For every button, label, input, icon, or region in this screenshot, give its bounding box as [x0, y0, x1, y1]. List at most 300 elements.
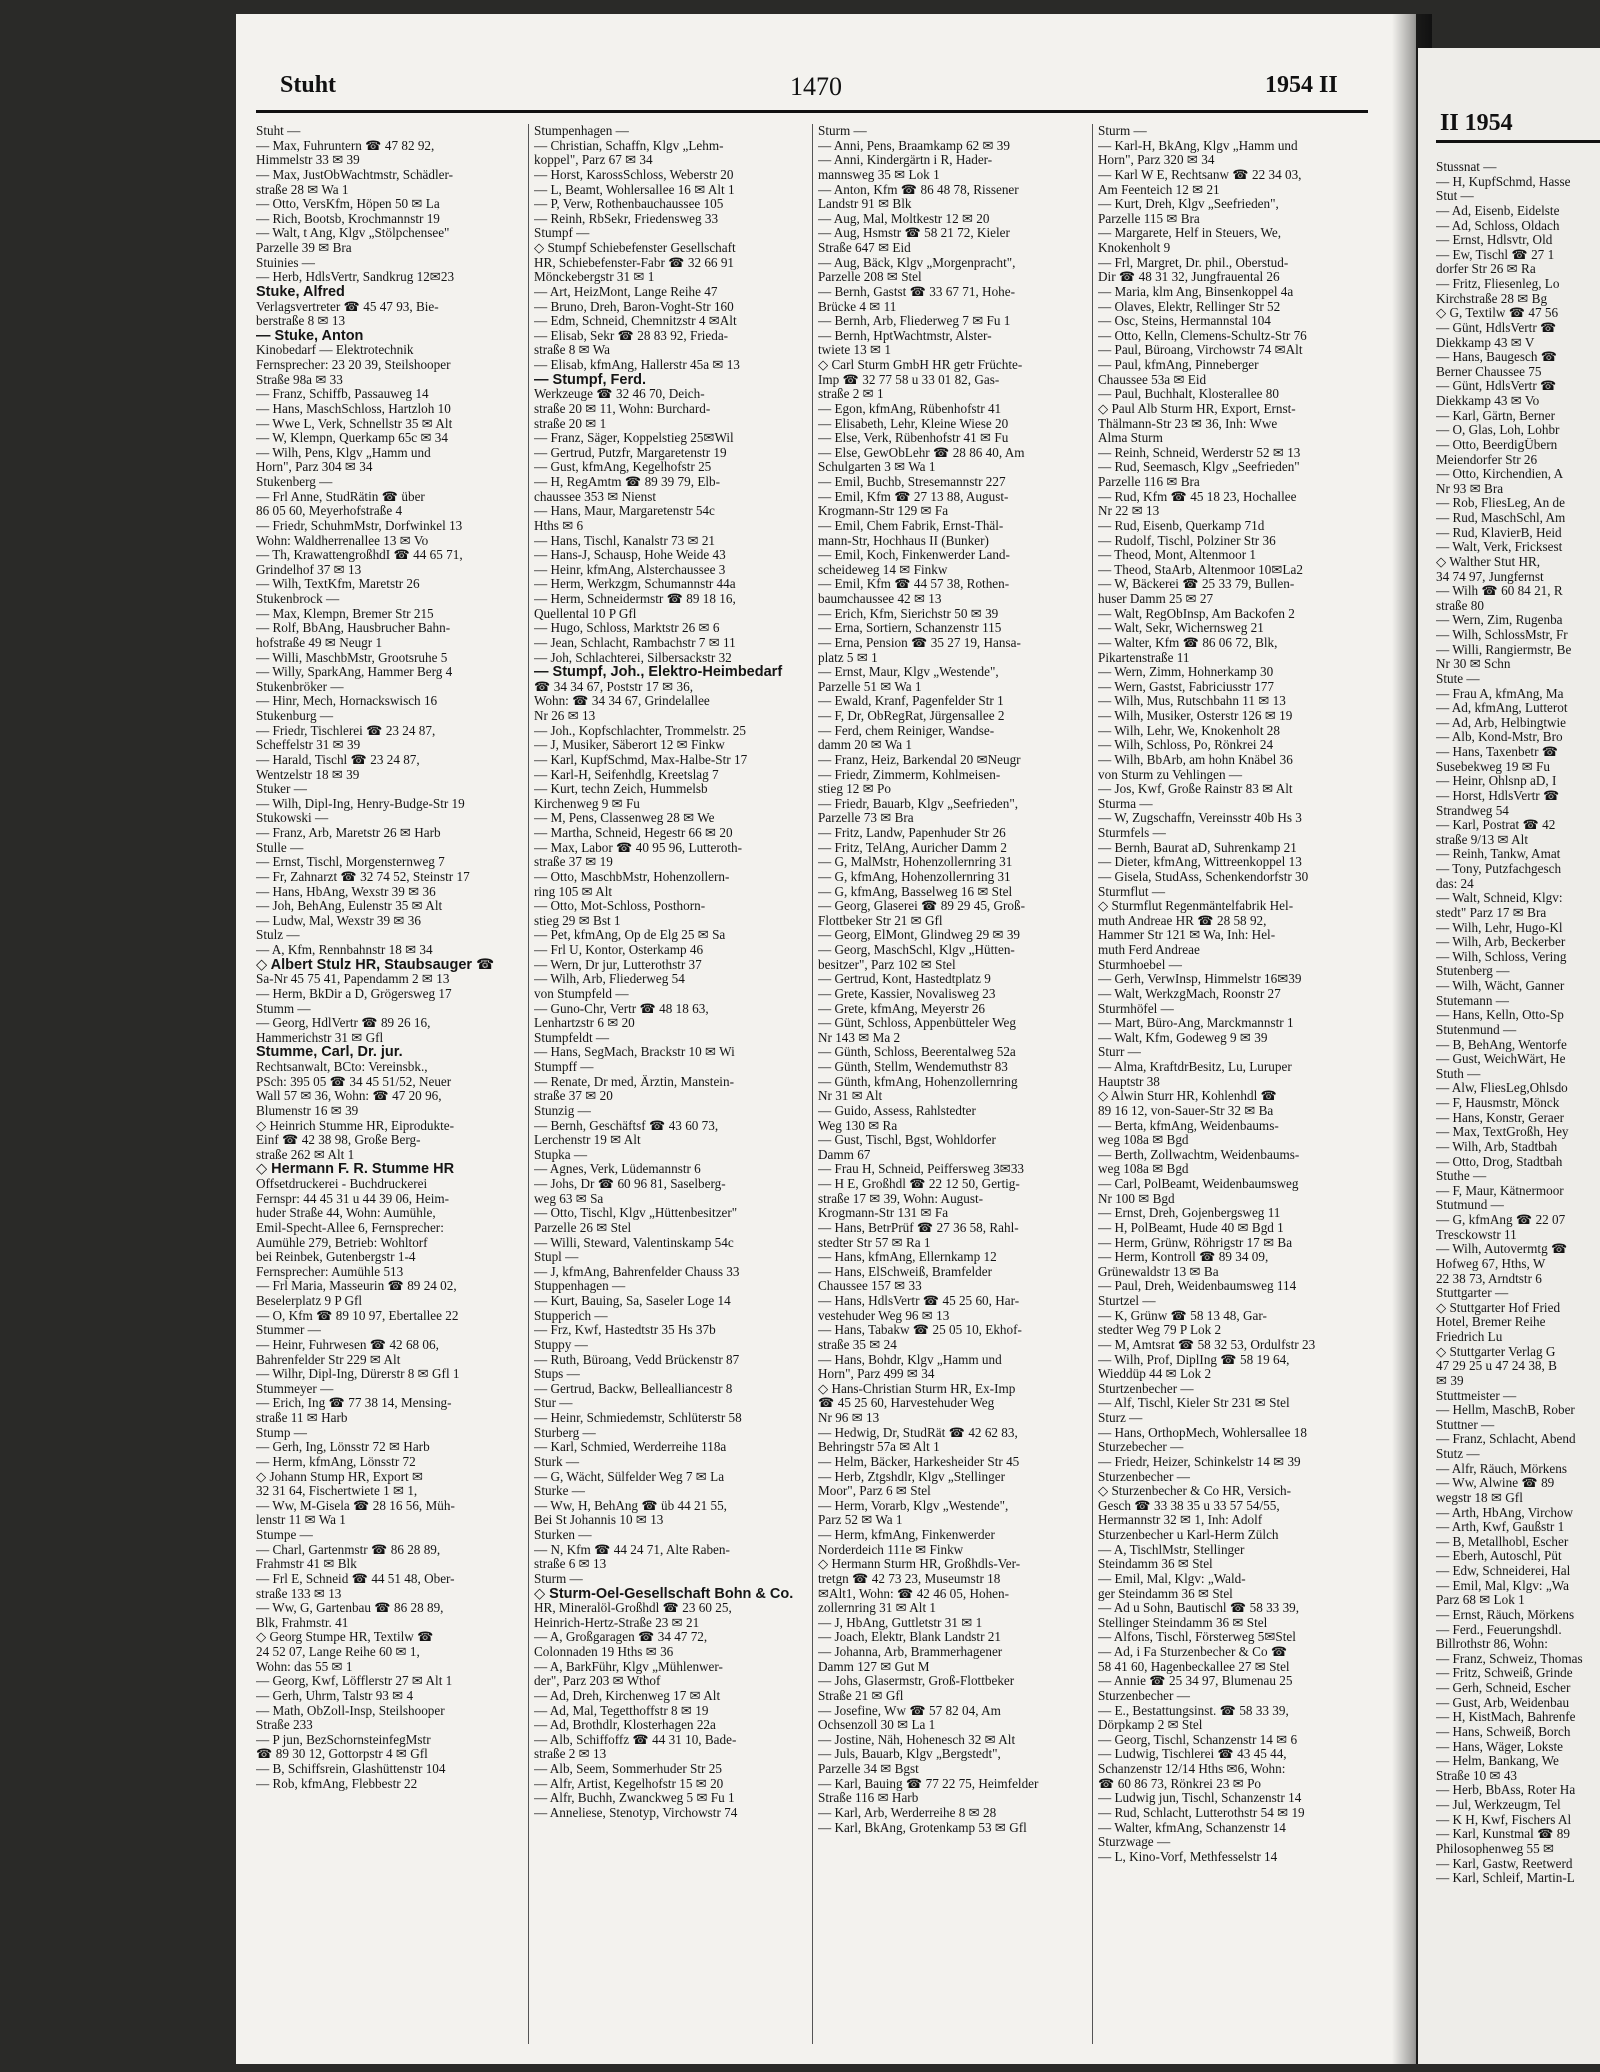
- directory-entry: — Walt, Schneid, Klgv:: [1436, 891, 1563, 906]
- directory-entry: — Günth, Schloss, Beerentalweg 52a: [818, 1045, 1016, 1060]
- directory-entry: Nr 143 ✉ Ma 2: [818, 1030, 901, 1045]
- directory-entry: — Wern, Dr jur, Lutterothstr 37: [534, 957, 702, 972]
- directory-entry: — Reinh, Schneid, Werderstr 52 ✉ 13: [1098, 445, 1301, 460]
- directory-entry: — Wwe L, Verk, Schnellstr 35 ✉ Alt: [256, 416, 453, 431]
- directory-entry: Gesch ☎ 33 38 35 u 33 57 54/55,: [1098, 1498, 1280, 1513]
- directory-entry: — E., Bestattungsinst. ☎ 58 33 39,: [1098, 1703, 1289, 1718]
- directory-entry: — Hugo, Schloss, Marktstr 26 ✉ 6: [534, 621, 720, 636]
- directory-entry: Stulle —: [256, 840, 304, 855]
- directory-entry: — Gertrud, Putzfr, Margaretenstr 19: [534, 445, 727, 460]
- directory-entry: Sturzwage —: [1098, 1835, 1171, 1850]
- directory-entry: Parzelle 34 ✉ Bgst: [818, 1762, 919, 1776]
- directory-entry: — Anneliese, Stenotyp, Virchowstr 74: [534, 1805, 738, 1820]
- directory-entry: — Agnes, Verk, Lüdemannstr 6: [534, 1162, 701, 1177]
- directory-entry: — Elisab, kfmAng, Hallerstr 45a ✉ 13: [534, 358, 740, 372]
- directory-entry: — Aug, Hsmstr ☎ 58 21 72, Kieler: [818, 226, 1010, 241]
- directory-entry: — Jean, Schlacht, Rambachstr 7 ✉ 11: [534, 635, 736, 650]
- directory-entry: muth Ferd Andreae: [1098, 943, 1200, 957]
- directory-entry: straße 28 ✉ Wa 1: [256, 182, 349, 197]
- directory-entry: — Herb, Ztgshdlr, Klgv „Stellinger: [818, 1469, 1005, 1484]
- directory-entry: — Willy, SparkAng, Hammer Berg 4: [256, 665, 453, 680]
- directory-entry: Sturzenbecher —: [1098, 1469, 1190, 1484]
- directory-entry: ring 105 ✉ Alt: [534, 884, 613, 899]
- directory-entry: — F, Maur, Kätnermoor: [1436, 1183, 1564, 1198]
- directory-entry: Behringstr 57a ✉ Alt 1: [818, 1440, 940, 1455]
- directory-entry: berstraße 8 ✉ 13: [256, 314, 346, 329]
- directory-entry: — Gertrud, Backw, Bellealliancestr 8: [534, 1381, 733, 1396]
- directory-entry: ◇ G, Textilw ☎ 47 56: [1436, 306, 1559, 321]
- directory-entry: — K, Grünw ☎ 58 13 48, Gar-: [1098, 1308, 1267, 1323]
- directory-entry: ☎ 89 30 12, Gottorpstr 4 ✉ Gfl: [256, 1747, 428, 1762]
- directory-entry: — Alfons, Tischl, Försterweg 5✉Stel: [1098, 1630, 1296, 1645]
- directory-entry: — Wilh, Wächt, Ganner: [1436, 979, 1565, 993]
- directory-entry: weg 108a ✉ Bgd: [1098, 1133, 1189, 1148]
- directory-entry: — Theod, StaArb, Altenmoor 10✉La2: [1098, 562, 1303, 577]
- directory-entry: — Johanna, Arb, Brammerhagener: [818, 1645, 1003, 1659]
- directory-entry: baumchaussee 42 ✉ 13: [818, 592, 942, 606]
- directory-entry: straße 2 ✉ 13: [534, 1747, 607, 1762]
- directory-entry: — Margarete, Helf in Steuers, We,: [1098, 226, 1282, 241]
- directory-entry: — Joh., Kopfschlachter, Trommelstr. 25: [534, 723, 746, 738]
- directory-entry: ◇ Hermann Sturm HR, Großhdls-Ver-: [818, 1557, 1021, 1572]
- directory-entry: — Friedr, SchuhmMstr, Dorfwinkel 13: [256, 518, 463, 533]
- directory-entry: — Erna, Sortiern, Schanzenstr 115: [818, 621, 1002, 636]
- directory-entry: Damm 127 ✉ Gut M: [818, 1659, 930, 1674]
- directory-entry: — Otto, Kirchendien, A: [1436, 467, 1564, 482]
- directory-entry: — Hedwig, Dr, StudRät ☎ 42 62 83,: [818, 1425, 1018, 1440]
- directory-entry: Grindelhof 37 ✉ 13: [256, 562, 362, 577]
- directory-entry: Sturtzenbecher —: [1098, 1381, 1194, 1396]
- directory-entry: — Wilh, Lehr, We, Knokenholt 28: [1098, 723, 1280, 738]
- directory-entry: — Alb, Kond-Mstr, Bro: [1436, 730, 1563, 745]
- directory-entry: Nr 22 ✉ 13: [1098, 504, 1160, 519]
- directory-entry: — Herm, Vorarb, Klgv „Westende",: [818, 1498, 1009, 1513]
- directory-entry: — Walter, kfmAng, Schanzenstr 14: [1098, 1820, 1286, 1835]
- directory-entry: — A, Kfm, Rennbahnstr 18 ✉ 34: [256, 943, 433, 957]
- directory-entry: — Karl, Schleif, Martin-L: [1436, 1871, 1575, 1886]
- directory-entry: ☎ 60 86 73, Rönkrei 23 ✉ Po: [1098, 1776, 1262, 1791]
- directory-entry: Straße 116 ✉ Harb: [818, 1791, 919, 1806]
- directory-entry: — Georg, Glaserei ☎ 89 29 45, Groß-: [818, 899, 1025, 914]
- directory-entry: — Joh, BehAng, Eulenstr 35 ✉ Alt: [256, 899, 443, 914]
- directory-entry: Emil-Specht-Allee 6, Fernsprecher:: [256, 1220, 444, 1235]
- next-page-header-rule: [1436, 140, 1600, 143]
- directory-entry: — Rud, Seemasch, Klgv „Seefrieden": [1098, 460, 1300, 475]
- directory-entry: — Paul, kfmAng, Pinneberger: [1098, 358, 1259, 372]
- directory-entry: — Franz, Heiz, Barkendal 20 ✉Neugr: [818, 752, 1021, 767]
- directory-entry: — Georg, HdlVertr ☎ 89 26 16,: [256, 1016, 431, 1031]
- directory-entry: — Hinr, Mech, Hornackswisch 16: [256, 694, 438, 709]
- directory-entry: — Günt, HdlsVertr ☎: [1436, 320, 1557, 335]
- directory-entry: — Erich, Kfm, Sierichstr 50 ✉ 39: [818, 606, 999, 621]
- directory-entry: Stutemann —: [1436, 993, 1509, 1008]
- directory-entry: — Gisela, StudAss, Schenkendorfstr 30: [1098, 869, 1309, 884]
- directory-entry: — Ruth, Büroang, Vedd Brückenstr 87: [534, 1352, 740, 1367]
- directory-entry: — Max, JustObWachtmstr, Schädler-: [256, 167, 454, 182]
- directory-entry: — B, Metallhobl, Escher: [1436, 1534, 1569, 1549]
- directory-entry: muth Andreae HR ☎ 28 58 92,: [1098, 913, 1267, 928]
- directory-entry: — H, PolBeamt, Hude 40 ✉ Bgd 1: [1098, 1220, 1284, 1235]
- directory-entry: — Ferd, chem Reiniger, Wandse-: [818, 723, 995, 738]
- directory-entry: Am Feenteich 12 ✉ 21: [1098, 182, 1220, 197]
- directory-entry: straße 20 ✉ 11, Wohn: Burchard-: [534, 401, 711, 416]
- directory-entry: — Alb, Seem, Sommerhuder Str 25: [534, 1762, 722, 1776]
- directory-entry: ◇ Sturzenbecher & Co HR, Versich-: [1098, 1484, 1292, 1499]
- directory-entry: Nr 100 ✉ Bgd: [1098, 1191, 1175, 1206]
- directory-entry: Sturke —: [534, 1484, 585, 1499]
- directory-entry: — Paul, Buchhalt, Klosterallee 80: [1098, 387, 1279, 402]
- directory-entry: 89 16 12, von-Sauer-Str 32 ✉ Ba: [1098, 1103, 1274, 1118]
- directory-entry: Kirchstraße 28 ✉ Bg: [1436, 291, 1548, 306]
- directory-entry: — Karl, Gastw, Reetwerd: [1436, 1856, 1573, 1871]
- directory-entry: Hermannstr 32 ✉ 1, Inh: Adolf: [1098, 1513, 1263, 1528]
- directory-entry: Parzelle 115 ✉ Bra: [1098, 211, 1200, 226]
- directory-entry: — G, MalMstr, Hohenzollernring 31: [818, 855, 1013, 870]
- directory-entry: 86 05 60, Meyerhofstraße 4: [256, 504, 403, 519]
- directory-entry: — Bernh, HptWachtmstr, Alster-: [818, 328, 992, 343]
- directory-entry: — Bernh, Baurat aD, Suhrenkamp 21: [1098, 840, 1297, 855]
- directory-entry: ◇ Walther Stut HR,: [1436, 554, 1541, 569]
- directory-entry: — Bruno, Dreh, Baron-Voght-Str 160: [534, 299, 734, 314]
- directory-entry: Stuppenhagen —: [534, 1279, 626, 1294]
- directory-entry: Krogmann-Str 131 ✉ Fa: [818, 1206, 949, 1221]
- directory-entry: Stukenburg —: [256, 709, 334, 723]
- directory-entry: — Ad, Eisenb, Eidelste: [1436, 203, 1560, 218]
- directory-entry: Blk, Frahmstr. 41: [256, 1615, 349, 1630]
- directory-entry: — Herm, Kontroll ☎ 89 34 09,: [1098, 1250, 1269, 1265]
- directory-entry: ◇ Sturm-Oel-Gesellschaft Bohn & Co.: [534, 1586, 794, 1602]
- directory-entry: — Grete, Kassier, Novalisweg 23: [818, 986, 996, 1001]
- directory-entry: — Emil, Mal, Klgv: „Wa: [1436, 1578, 1569, 1593]
- directory-entry: — Karl W E, Rechtsanw ☎ 22 34 03,: [1098, 167, 1302, 182]
- directory-entry: Stumpenhagen —: [534, 124, 629, 138]
- directory-entry: Dir ☎ 48 31 32, Jungfrauental 26: [1098, 270, 1280, 285]
- directory-entry: Krogmann-Str 129 ✉ Fa: [818, 504, 949, 519]
- directory-entry: — Ad, Dreh, Kirchenweg 17 ✉ Alt: [534, 1688, 721, 1703]
- directory-entry: — Max, Klempn, Bremer Str 215: [256, 606, 434, 621]
- directory-entry: — Wilh, Pens, Klgv „Hamm und: [256, 445, 431, 460]
- directory-entry: — Renate, Dr med, Ärztin, Manstein-: [534, 1074, 734, 1089]
- directory-entry: Fernspr: 44 45 31 u 44 39 06, Heim-: [256, 1191, 450, 1206]
- directory-entry: — M, Pens, Classenweg 28 ✉ We: [534, 811, 715, 826]
- directory-entry: Stuth —: [1436, 1066, 1481, 1081]
- directory-entry: — Heinr, Ohlsnp aD, I: [1436, 774, 1557, 789]
- directory-entry: — Ad, Brothdlr, Klosterhagen 22a: [534, 1718, 716, 1733]
- directory-entry: straße 80: [1436, 598, 1484, 613]
- directory-entry: ◇ Stuttgarter Hof Fried: [1436, 1300, 1561, 1315]
- column-divider: [528, 124, 529, 2044]
- directory-entry: Fernsprecher: 23 20 39, Steilshooper: [256, 358, 451, 372]
- directory-entry: ◇ Stumpf Schiebefenster Gesellschaft: [534, 241, 736, 255]
- directory-entry: Stump —: [256, 1425, 307, 1440]
- directory-entry: damm 20 ✉ Wa 1: [818, 738, 912, 753]
- directory-entry: — Willi, Steward, Valentinskamp 54c: [534, 1235, 734, 1250]
- directory-entry: Straße 647 ✉ Eid: [818, 241, 911, 255]
- directory-entry: — Christian, Schaffn, Klgv „Lehm-: [534, 138, 724, 153]
- directory-entry: — Ad, Arb, Helbingtwie: [1436, 715, 1567, 730]
- directory-entry: straße 8 ✉ Wa: [534, 343, 611, 358]
- directory-entry: — Berta, kfmAng, Weidenbaums-: [1098, 1118, 1279, 1133]
- directory-entry: — Hans, Tischl, Kanalstr 73 ✉ 21: [534, 533, 716, 548]
- directory-entry: Sturberg —: [534, 1425, 596, 1440]
- directory-entry: — B, BehAng, Wentorfe: [1436, 1037, 1567, 1052]
- directory-entry: — Carl, PolBeamt, Weidenbaumsweg: [1098, 1177, 1299, 1191]
- directory-entry: 58 41 60, Hagenbeckallee 27 ✉ Stel: [1098, 1659, 1290, 1674]
- directory-entry: 24 52 07, Lange Reihe 60 ✉ 1,: [256, 1645, 420, 1659]
- directory-entry: — Willi, Rangiermstr, Be: [1436, 642, 1572, 657]
- directory-entry: — Gust, kfmAng, Kegelhofstr 25: [534, 460, 712, 475]
- directory-entry: Nr 30 ✉ Schn: [1436, 657, 1511, 672]
- directory-entry: Straße 233: [256, 1718, 313, 1733]
- directory-entry: — Art, HeizMont, Lange Reihe 47: [534, 284, 718, 299]
- directory-entry: — Erich, Ing ☎ 77 38 14, Mensing-: [256, 1396, 452, 1411]
- directory-entry: Wentzelstr 18 ✉ 39: [256, 767, 360, 782]
- directory-entry: Philosophenweg 55 ✉: [1436, 1841, 1555, 1856]
- directory-entry: Stuppy —: [534, 1337, 588, 1352]
- directory-entry: — H, KistMach, Bahrenfe: [1436, 1710, 1576, 1725]
- directory-entry: ◇ Carl Sturm GmbH HR getr Früchte-: [818, 358, 1023, 372]
- directory-entry: Sa-Nr 45 75 41, Papendamm 2 ✉ 13: [256, 972, 450, 987]
- directory-entry: — Th, KrawattengroßhdI ☎ 44 65 71,: [256, 548, 463, 563]
- directory-entry: Stupka —: [534, 1147, 588, 1162]
- directory-entry: Stups —: [534, 1367, 580, 1382]
- directory-entry: — Wilh, BbArb, am hohn Knäbel 36: [1098, 752, 1293, 767]
- directory-entry: Sturken —: [534, 1528, 592, 1542]
- directory-entry: Stumm —: [256, 1001, 311, 1016]
- directory-entry: ☎ 45 25 60, Harvestehuder Weg: [818, 1396, 995, 1411]
- directory-entry: Meiendorfer Str 26: [1436, 452, 1538, 467]
- directory-entry: — W, Zugschaffn, Vereinsstr 40b Hs 3: [1098, 811, 1302, 826]
- directory-entry: — J, HbAng, Guttletstr 31 ✉ 1: [818, 1615, 983, 1630]
- directory-entry: ☎ 34 34 67, Poststr 17 ✉ 36,: [534, 679, 693, 694]
- directory-entry: — Karl, Bauing ☎ 77 22 75, Heimfelder: [818, 1776, 1039, 1791]
- directory-entry: — G, kfmAng ☎ 22 07: [1436, 1213, 1566, 1227]
- directory-entry: — Gerh, VerwInsp, Himmelstr 16✉39: [1098, 972, 1302, 987]
- directory-entry: — Wilh, Arb, Beckerber: [1436, 935, 1566, 950]
- directory-entry: — Hans, Wäger, Lokste: [1436, 1739, 1564, 1754]
- directory-entry: Lerchenstr 19 ✉ Alt: [534, 1133, 641, 1148]
- directory-entry: Horn", Parz 304 ✉ 34: [256, 460, 373, 475]
- directory-entry: ◇ Albert Stulz HR, Staubsauger ☎: [256, 957, 495, 973]
- directory-entry: — Wilh, Lehr, Hugo-Kl: [1436, 920, 1563, 935]
- directory-entry: — Edm, Schneid, Chemnitzstr 4 ✉Alt: [534, 314, 737, 329]
- directory-entry: Stukowski —: [256, 811, 329, 826]
- directory-entry: — Reinh, RbSekr, Friedensweg 33: [534, 211, 719, 226]
- directory-entry: — Olaves, Elektr, Rellinger Str 52: [1098, 299, 1281, 314]
- directory-entry: — Hans, HbAng, Wexstr 39 ✉ 36: [256, 884, 436, 899]
- directory-entry: Norderdeich 111e ✉ Finkw: [818, 1542, 964, 1557]
- directory-entry: Thälmann-Str 23 ✉ 36, Inh: Wwe: [1098, 416, 1278, 431]
- directory-entry: — Herm, BkDir a D, Grögersweg 17: [256, 986, 452, 1001]
- directory-entry: — Hans, Schweiß, Borch: [1436, 1724, 1571, 1739]
- directory-entry: ◇ Heinrich Stumme HR, Eiprodukte-: [256, 1118, 455, 1133]
- directory-entry: Pikartenstraße 11: [1098, 650, 1190, 665]
- directory-entry: — H, KupfSchmd, Hasse: [1436, 174, 1571, 189]
- directory-entry: — Bernh, Geschäftsf ☎ 43 60 73,: [534, 1118, 719, 1133]
- directory-entry: — Wilh, TextKfm, Maretstr 26: [256, 577, 420, 592]
- directory-entry: — Frl Anne, StudRätin ☎ über: [256, 489, 425, 504]
- directory-entry: — Frz, Kwf, Hastedtstr 35 Hs 37b: [534, 1323, 716, 1338]
- directory-entry: straße 37 ✉ 19: [534, 855, 613, 870]
- directory-entry: — Mart, Büro-Ang, Marckmannstr 1: [1098, 1016, 1294, 1031]
- directory-entry: — Jostine, Näh, Hohenesch 32 ✉ Alt: [818, 1732, 1016, 1747]
- directory-entry: Hammer Str 121 ✉ Wa, Inh: Hel-: [1098, 928, 1276, 943]
- directory-entry: — Wern, Gastst, Fabriciusstr 177: [1098, 679, 1274, 694]
- directory-entry: — Hellm, MaschB, Rober: [1436, 1403, 1575, 1418]
- directory-entry: — Hans, Maur, Margaretenstr 54c: [534, 504, 715, 519]
- directory-entry: — Emil, Mal, Klgv: „Wald-: [1098, 1571, 1246, 1586]
- next-page-running-head: II 1954: [1440, 110, 1513, 136]
- directory-entry: — Ernst, Dreh, Gojenbergsweg 11: [1098, 1206, 1281, 1221]
- directory-entry: — Franz, Schiffb, Passauweg 14: [256, 387, 429, 402]
- directory-entry: — Juls, Bauarb, Klgv „Bergstedt",: [818, 1747, 1001, 1762]
- directory-entry: Parzelle 208 ✉ Stel: [818, 270, 922, 285]
- directory-entry: — Ernst, Räuch, Mörkens: [1436, 1607, 1575, 1622]
- directory-entry: Chaussee 157 ✉ 33: [818, 1279, 922, 1294]
- directory-entry: Bei St Johannis 10 ✉ 13: [534, 1513, 664, 1528]
- directory-entry: straße 35 ✉ 24: [818, 1337, 897, 1352]
- directory-entry: — Walter, Kfm ☎ 86 06 72, Blk,: [1098, 635, 1278, 650]
- directory-entry: — Herb, HdlsVertr, Sandkrug 12✉23: [256, 270, 455, 285]
- directory-entry: — Tony, Putzfachgesch: [1436, 862, 1562, 876]
- directory-entry: stieg 29 ✉ Bst 1: [534, 913, 621, 928]
- directory-entry: — Friedr, Zimmerm, Kohlmeisen-: [818, 767, 1001, 782]
- directory-entry: — Theod, Mont, Altenmoor 1: [1098, 548, 1256, 563]
- directory-entry: — Grete, kfmAng, Meyerstr 26: [818, 1001, 986, 1016]
- directory-entry: — Rud, Kfm ☎ 45 18 23, Hochallee: [1098, 489, 1297, 504]
- directory-entry: — Otto, MaschbMstr, Hohenzollern-: [534, 869, 730, 884]
- directory-entry: — Guno-Chr, Vertr ☎ 48 18 63,: [534, 1001, 709, 1016]
- directory-entry: — Dieter, kfmAng, Wittreenkoppel 13: [1098, 855, 1302, 870]
- directory-entry: Colonnaden 19 Hths ✉ 36: [534, 1645, 674, 1659]
- directory-entry: Bahrenfelder Str 229 ✉ Alt: [256, 1352, 401, 1367]
- directory-entry: — Alma, KraftdrBesitz, Lu, Luruper: [1098, 1060, 1292, 1074]
- directory-entry: Billrothstr 86, Wohn:: [1436, 1637, 1548, 1652]
- directory-entry: — Walt, Sekr, Wichernsweg 21: [1098, 621, 1264, 636]
- directory-entry: ◇ Alwin Sturr HR, Kohlenhdl ☎: [1098, 1089, 1277, 1104]
- directory-entry: Wall 57 ✉ 36, Wohn: ☎ 47 20 96,: [256, 1089, 442, 1104]
- directory-entry: Hofweg 67, Hths, W: [1436, 1256, 1546, 1271]
- directory-entry: mann-Str, Hochhaus II (Bunker): [818, 533, 989, 548]
- directory-entry: — Elisab, Sekr ☎ 28 83 92, Frieda-: [534, 328, 729, 343]
- directory-entry: — Emil, Buchb, Stresemannstr 227: [818, 475, 1006, 489]
- directory-entry: — M, Amtsrat ☎ 58 32 53, Ordulfstr 23: [1098, 1337, 1316, 1352]
- directory-entry: — Ad, i Fa Sturzenbecher & Co ☎: [1098, 1645, 1288, 1659]
- directory-entry: — Hans, Bohdr, Klgv „Hamm und: [818, 1352, 1002, 1367]
- directory-entry: — Herb, BbAss, Roter Ha: [1436, 1783, 1576, 1798]
- directory-entry: Wieddüp 44 ✉ Lok 2: [1098, 1367, 1212, 1382]
- directory-entry: Sturmfels —: [1098, 826, 1166, 840]
- directory-entry: — Ww, H, BehAng ☎ üb 44 21 55,: [534, 1498, 727, 1513]
- directory-entry: Brücke 4 ✉ 11: [818, 299, 897, 314]
- directory-entry: Offsetdruckerei - Buchdruckerei: [256, 1177, 428, 1191]
- directory-entry: Sturm —: [1098, 124, 1147, 138]
- directory-entry: — Stumpf, Joh., Elektro-Heimbedarf: [534, 665, 783, 680]
- directory-entry: — Joach, Elektr, Blank Landstr 21: [818, 1630, 1001, 1645]
- directory-entry: Stukenbröker —: [256, 679, 344, 694]
- directory-entry: Moor", Parz 6 ✉ Stel: [818, 1484, 931, 1499]
- directory-entry: Stumpf —: [534, 226, 590, 241]
- directory-entry: ✉ 39: [1436, 1373, 1464, 1388]
- directory-entry: ◇ Sturmflut Regenmäntelfabrik Hel-: [1098, 899, 1294, 914]
- directory-entry: — Egon, kfmAng, Rübenhofstr 41: [818, 401, 1002, 416]
- directory-entry: — Ernst, Maur, Klgv „Westende",: [818, 665, 999, 680]
- directory-entry: Sturm —: [818, 124, 867, 138]
- directory-entry: weg 63 ✉ Sa: [534, 1191, 604, 1206]
- directory-entry: — Frl Maria, Masseurin ☎ 89 24 02,: [256, 1279, 457, 1294]
- directory-entry: — Herm, kfmAng, Lönsstr 72: [256, 1454, 416, 1469]
- directory-entry: — Berth, Zollwachtm, Weidenbaums-: [1098, 1147, 1300, 1162]
- directory-entry: — G, kfmAng, Hohenzollernring 31: [818, 869, 1011, 884]
- directory-entry: — Rud, Schlacht, Lutterothstr 54 ✉ 19: [1098, 1805, 1305, 1820]
- directory-entry: Stummer —: [256, 1323, 321, 1338]
- directory-entry: — Herm, Grünw, Röhrigstr 17 ✉ Ba: [1098, 1235, 1293, 1250]
- directory-entry: Wohn: ☎ 34 34 67, Grindelallee: [534, 694, 710, 709]
- directory-entry: Stunzig —: [534, 1103, 591, 1118]
- directory-entry: Stumpff —: [534, 1060, 594, 1074]
- directory-entry: Horn", Parz 320 ✉ 34: [1098, 153, 1215, 168]
- directory-entry: — Bernh, Gastst ☎ 33 67 71, Hohe-: [818, 284, 1016, 299]
- directory-entry: straße 11 ✉ Harb: [256, 1411, 348, 1425]
- directory-entry: Stukenberg —: [256, 475, 333, 489]
- directory-entry: — Friedr, Heizer, Schinkelstr 14 ✉ 39: [1098, 1454, 1301, 1469]
- directory-entry: — Arth, HbAng, Virchow: [1436, 1505, 1574, 1520]
- directory-entry: — Wilh, Arb, Stadtbah: [1436, 1139, 1558, 1154]
- directory-entry: — Emil, Kfm ☎ 27 13 88, August-: [818, 489, 1009, 504]
- directory-entry: — Kurt, Dreh, Klgv „Seefrieden",: [1098, 197, 1279, 212]
- directory-entry: Straße 10 ✉ 43: [1436, 1768, 1518, 1783]
- directory-entry: ◇ Paul Alb Sturm HR, Export, Ernst-: [1098, 401, 1296, 416]
- directory-entry: Stuttgarter —: [1436, 1286, 1509, 1301]
- directory-entry: — Karl, KupfSchmd, Max-Halbe-Str 17: [534, 752, 748, 767]
- directory-entry: — Frl, Margret, Dr. phil., Oberstud-: [1098, 255, 1289, 270]
- directory-entry: Sturk —: [534, 1454, 580, 1469]
- directory-entry: Stuttmeister —: [1436, 1388, 1517, 1403]
- directory-entry: — Otto, Mot-Schloss, Posthorn-: [534, 899, 706, 914]
- directory-entry: — Charl, Gartenmstr ☎ 86 28 89,: [256, 1542, 441, 1557]
- directory-entry: Susebekweg 19 ✉ Fu: [1436, 759, 1550, 774]
- directory-entry: — Hans, MaschSchloss, Hartzloh 10: [256, 401, 451, 416]
- directory-entry: straße 20 ✉ 1: [534, 416, 607, 431]
- directory-entry: Stussnat —: [1436, 160, 1497, 174]
- directory-entry: Landstr 91 ✉ Blk: [818, 197, 912, 212]
- directory-entry: — Karl, Arb, Werderreihe 8 ✉ 28: [818, 1805, 997, 1820]
- directory-entry: — Kurt, techn Zeich, Hummelsb: [534, 782, 708, 797]
- directory-entry: straße 133 ✉ 13: [256, 1586, 342, 1601]
- directory-entry: 32 31 64, Fischertwiete 1 ✉ 1,: [256, 1484, 418, 1499]
- directory-entry: — Rob, FliesLeg, An de: [1436, 496, 1565, 511]
- directory-entry: — J, kfmAng, Bahrenfelder Chauss 33: [534, 1264, 740, 1279]
- directory-entry: — Ewald, Kranf, Pagenfelder Str 1: [818, 694, 1004, 709]
- directory-entry: Rechtsanwalt, BCto: Vereinsbk.,: [256, 1060, 428, 1074]
- directory-entry: — N, Kfm ☎ 44 24 71, Alte Raben-: [534, 1542, 730, 1557]
- directory-entry: ◇ Hermann F. R. Stumme HR: [256, 1162, 455, 1177]
- running-head-right: 1954 II: [1265, 72, 1338, 98]
- directory-entry: straße 9/13 ✉ Alt: [1436, 832, 1528, 847]
- directory-entry: — Stumpf, Ferd.: [534, 372, 646, 388]
- directory-entry: das: 24: [1436, 876, 1474, 891]
- directory-entry: — Herm, Schneidermstr ☎ 89 18 16,: [534, 592, 736, 606]
- directory-entry: huder Straße 44, Wohn: Aumühle,: [256, 1206, 436, 1221]
- directory-entry: — P jun, BezSchornsteinfegMstr: [256, 1732, 431, 1747]
- directory-entry: — Guido, Assess, Rahlstedter: [818, 1103, 976, 1118]
- directory-entry: stedter Weg 79 P Lok 2: [1098, 1323, 1222, 1338]
- directory-entry: — Fritz, Landw, Papenhuder Str 26: [818, 826, 1006, 840]
- directory-entry: — G, kfmAng, Basselweg 16 ✉ Stel: [818, 884, 1013, 899]
- directory-entry: — F, Hausmstr, Mönck: [1436, 1096, 1560, 1110]
- directory-entry: — Edw, Schneiderei, Hal: [1436, 1564, 1571, 1578]
- directory-entry: — Georg, Kwf, Löfflerstr 27 ✉ Alt 1: [256, 1674, 453, 1689]
